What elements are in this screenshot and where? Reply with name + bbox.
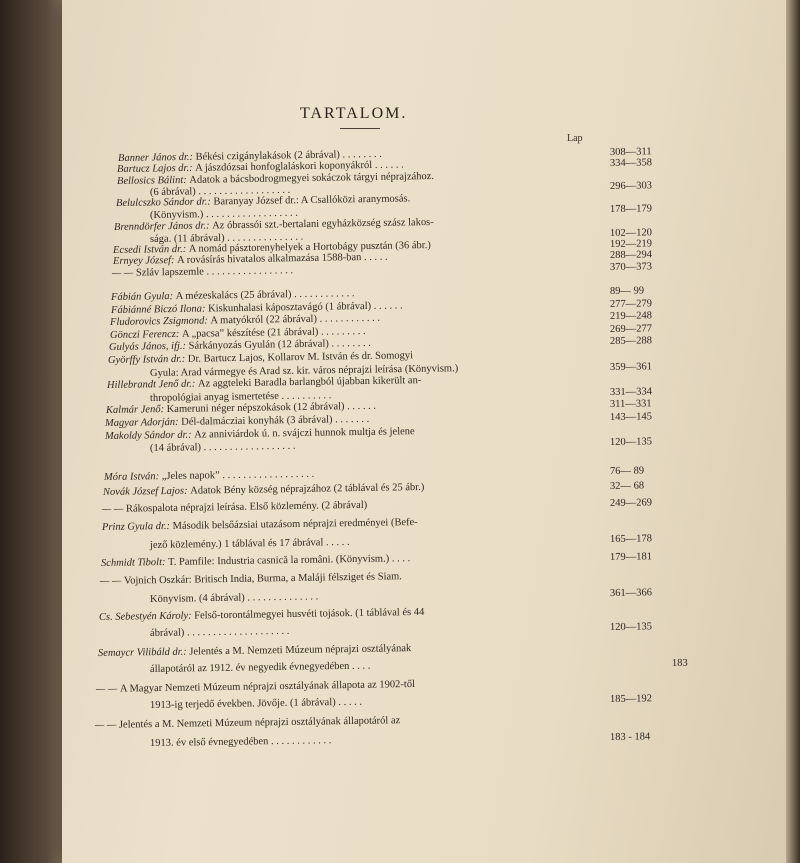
toc-title: Könyvism. (4 ábrával) . . . . . . . . . . . . . . (149, 591, 319, 605)
toc-page-range: 143—145 (609, 411, 653, 423)
toc-author: — — (102, 503, 127, 515)
toc-title: Baranyay József dr.: A Csallóközi aranymosás. (212, 193, 410, 208)
toc-entry (150, 735, 332, 749)
toc-title: A Magyar Nemzeti Múzeum néprajzi osztályának állapota az 1902-től (120, 678, 416, 695)
toc-author: Móra István: (103, 471, 162, 483)
toc-title: Sárkányozás Gyulán (12 ábrával) . . . . . . . . (188, 338, 371, 353)
toc-title: Az aggteleki Baradla barlangból újabban kikerült an- (198, 375, 422, 390)
toc-author: Banner János dr.: (117, 151, 196, 164)
toc-page-range: 296—303 (609, 180, 653, 192)
toc-title: Rákospalota néprajzi leírása. Első közlemény. (2 ábrával) (126, 499, 368, 515)
toc-page-range: 165—178 (609, 533, 653, 545)
toc-page-range: 120—135 (609, 621, 653, 633)
toc-author: Novák József Lajos: (102, 485, 191, 498)
toc-author: — — (96, 683, 121, 695)
toc-author: Fábiánné Biczó Ilona: (110, 303, 208, 316)
toc-title: Dr. Bartucz Lajos, Kollarov M. István és dr. Somogyi (188, 350, 414, 365)
toc-title: A mézeskalács (25 ábrával) . . . . . . . . . . . . (176, 288, 355, 302)
toc-author: Bartucz Lajos dr.: (117, 162, 196, 175)
toc-title: Békési czigánylakások (2 ábrával) . . . . . . . . (195, 148, 382, 163)
toc-entry (96, 679, 415, 695)
toc-page-range: 89— 99 (609, 285, 645, 297)
toc-author: Hillebrandt Jenő dr.: (107, 378, 199, 392)
page-column-label: Lap (567, 133, 583, 144)
toc-title: Második belsőázsiai utazásom néprajzi eredményei (Befe- (172, 517, 418, 532)
toc-entry (100, 571, 402, 587)
toc-entry (98, 643, 411, 659)
toc-title: Dél-dalmácziai konyhák (3 ábrával) . . . . . . . (181, 413, 370, 428)
toc-title: thropológiai anyag ismertetése . . . . . . . . . . (149, 389, 332, 404)
toc-author: Semaycr Vilibáld dr.: (97, 646, 190, 659)
toc-title: Adatok a bácsbodrogmegyei sokáczok tárgyi néprajzához. (189, 171, 434, 186)
toc-title: (6 ábrával) . . . . . . . . . . . . . . . . . . (149, 184, 291, 198)
toc-author: Fábián Gyula: (111, 290, 177, 303)
toc-page-range: 32— 68 (609, 480, 645, 492)
toc-entry (99, 607, 424, 623)
toc-page-range: 185—192 (609, 693, 653, 705)
toc-author: Brenndörfer János dr.: (114, 220, 213, 233)
toc-title: (Könyvism.) . . . . . . . . . . . . . . . . . . (149, 207, 298, 221)
toc-page-range: 288—294 (609, 249, 653, 261)
toc-title: A matyókról (22 ábrával) . . . . . . . . . . . . (210, 312, 381, 327)
toc-page-range: 308—311 (609, 146, 652, 158)
toc-page-range: 285—288 (609, 335, 653, 348)
toc-entry (150, 537, 350, 551)
toc-title: Az anniviárdok ú. n. svájczi hunnok multja és jelene (193, 425, 415, 441)
toc-entry (112, 265, 293, 279)
toc-page-range: 311—331 (609, 398, 652, 411)
toc-page-range: 269—277 (609, 323, 653, 335)
toc-entry (150, 697, 362, 711)
toc-page-range: 178—179 (609, 203, 653, 215)
toc-title: Felső-torontálmegyei husvéti tojások. (1 táblával és 44 (193, 606, 425, 622)
toc-page-range: 219—248 (609, 310, 653, 323)
toc-title: T. Pamfile: Industria casnică la români. (Könyvism.) . . . . (167, 553, 410, 568)
toc-author: Fludorovics Zsigmond: (110, 315, 211, 329)
toc-title: állapotáról az 1912. év negyedik évnegyedében . . . . (149, 660, 371, 675)
toc-author: Schmidt Tibolt: (100, 556, 168, 569)
toc-author: Makoldy Sándor dr.: (104, 429, 195, 442)
toc-title: Kameruni néger népszokások (12 ábrával) . . . . . . (166, 401, 377, 416)
toc-title: Vojnich Oszkár: Britisch India, Burma, a Maláji félsziget és Siam. (123, 571, 402, 587)
toc-title: 1913-ig terjedő években. Jövője. (1 ábrával) . . . . . (149, 696, 363, 711)
toc-author: — — (111, 267, 137, 279)
toc-page-range: 192—219 (609, 238, 653, 250)
toc-page-range: 370—373 (609, 261, 653, 273)
toc-author: Ecsedi István dr.: (113, 243, 190, 256)
toc-author: Gulyás János, ifj.: (108, 341, 189, 354)
toc-page-range: 183 (671, 657, 688, 669)
toc-title: Adatok Bény község néprajzához (2 táblával és 25 ábr.) (190, 481, 425, 497)
toc-title: A „pacsa” készítése (21 ábrával) . . . . . . . . . (181, 325, 366, 340)
toc-title: (14 ábrával) . . . . . . . . . . . . . . . . . . (149, 440, 296, 455)
toc-page-range: 359—361 (609, 360, 653, 373)
toc-page-range: 331—334 (609, 386, 653, 398)
toc-title: jező közlemény.) 1 táblával és 17 ábrával . . . . . (149, 536, 350, 551)
toc-entry (150, 441, 296, 454)
toc-author: Kalmár Jenő: (105, 404, 167, 417)
toc-author: Györffy István dr.: (108, 353, 189, 366)
toc-author: Belulcszko Sándor dr.: (115, 196, 214, 209)
toc-page-range: 120—135 (609, 436, 653, 449)
toc-author: — — (95, 719, 120, 731)
toc-title: Jelentés a M. Nemzeti Múzeum néprajzi osztályának (188, 643, 411, 658)
toc-author: Bellosics Bálint: (116, 174, 190, 187)
toc-title: Jelentés a M. Nemzeti Múzeum néprajzi osztályának állapotáról az (119, 715, 401, 731)
toc-author: Magyar Adorján: (105, 416, 182, 429)
toc-entry (101, 553, 410, 569)
toc-page-range: 76— 89 (609, 465, 645, 477)
toc-entry (102, 500, 367, 515)
toc-entry (95, 715, 400, 731)
toc-page-range: 102—120 (609, 227, 653, 239)
toc-title: 1913. év első évnegyedében . . . . . . . . . . . . (149, 735, 332, 749)
toc-title: A jászdózsai honfoglaláskori koponyákról . . . . . . (195, 159, 405, 174)
toc-title: sága. (11 ábrával) . . . . . . . . . . . . . . . (149, 231, 304, 245)
page-title: TARTALOM. (300, 105, 408, 122)
toc-title: „Jeles napok” . . . . . . . . . . . . . . . . . . (161, 468, 314, 483)
toc-entry (104, 469, 314, 483)
toc-page-range: 277—279 (609, 297, 653, 310)
toc-title: Kiskunhalasi káposztavágó (1 ábrával) . . . . . . (207, 300, 403, 315)
toc-title: A rovásírás hivatalos alkalmazása 1588-ban . . . . . (176, 251, 388, 266)
toc-title: A nomád pásztorenyhelyek a Hortobágy pusztán (36 ábr.) (188, 240, 432, 255)
toc-entry (150, 661, 371, 675)
toc-title: Szláv lapszemle . . . . . . . . . . . . . . . . . (135, 265, 294, 279)
toc-entry (102, 517, 418, 533)
toc-page-range: 361—366 (609, 587, 653, 599)
toc-page-range: 334—358 (609, 157, 653, 169)
toc-author: Ernyey József: (112, 254, 177, 267)
toc-title: ábrával) . . . . . . . . . . . . . . . . . . . . (149, 625, 290, 639)
toc-author: Gönczi Ferencz: (109, 328, 182, 341)
toc-author: Prinz Gyula dr.: (101, 520, 173, 533)
toc-title: Az óbrassói szt.-bertalani egyházközség szász lakos- (212, 216, 435, 232)
toc-page-range: 183 - 184 (609, 731, 651, 743)
toc-entry (150, 626, 290, 639)
toc-page-range: 179—181 (609, 551, 653, 563)
toc-title: Gyula: Arad vármegye és Arad sz. kir. város néprajzi leírása (Könyvism.) (149, 362, 459, 379)
toc-author: — — (99, 575, 125, 587)
toc-page-range: 249—269 (609, 497, 653, 509)
toc-author: Cs. Sebestyén Károly: (98, 610, 195, 623)
toc-entry (150, 591, 318, 605)
toc-entry (103, 482, 424, 498)
